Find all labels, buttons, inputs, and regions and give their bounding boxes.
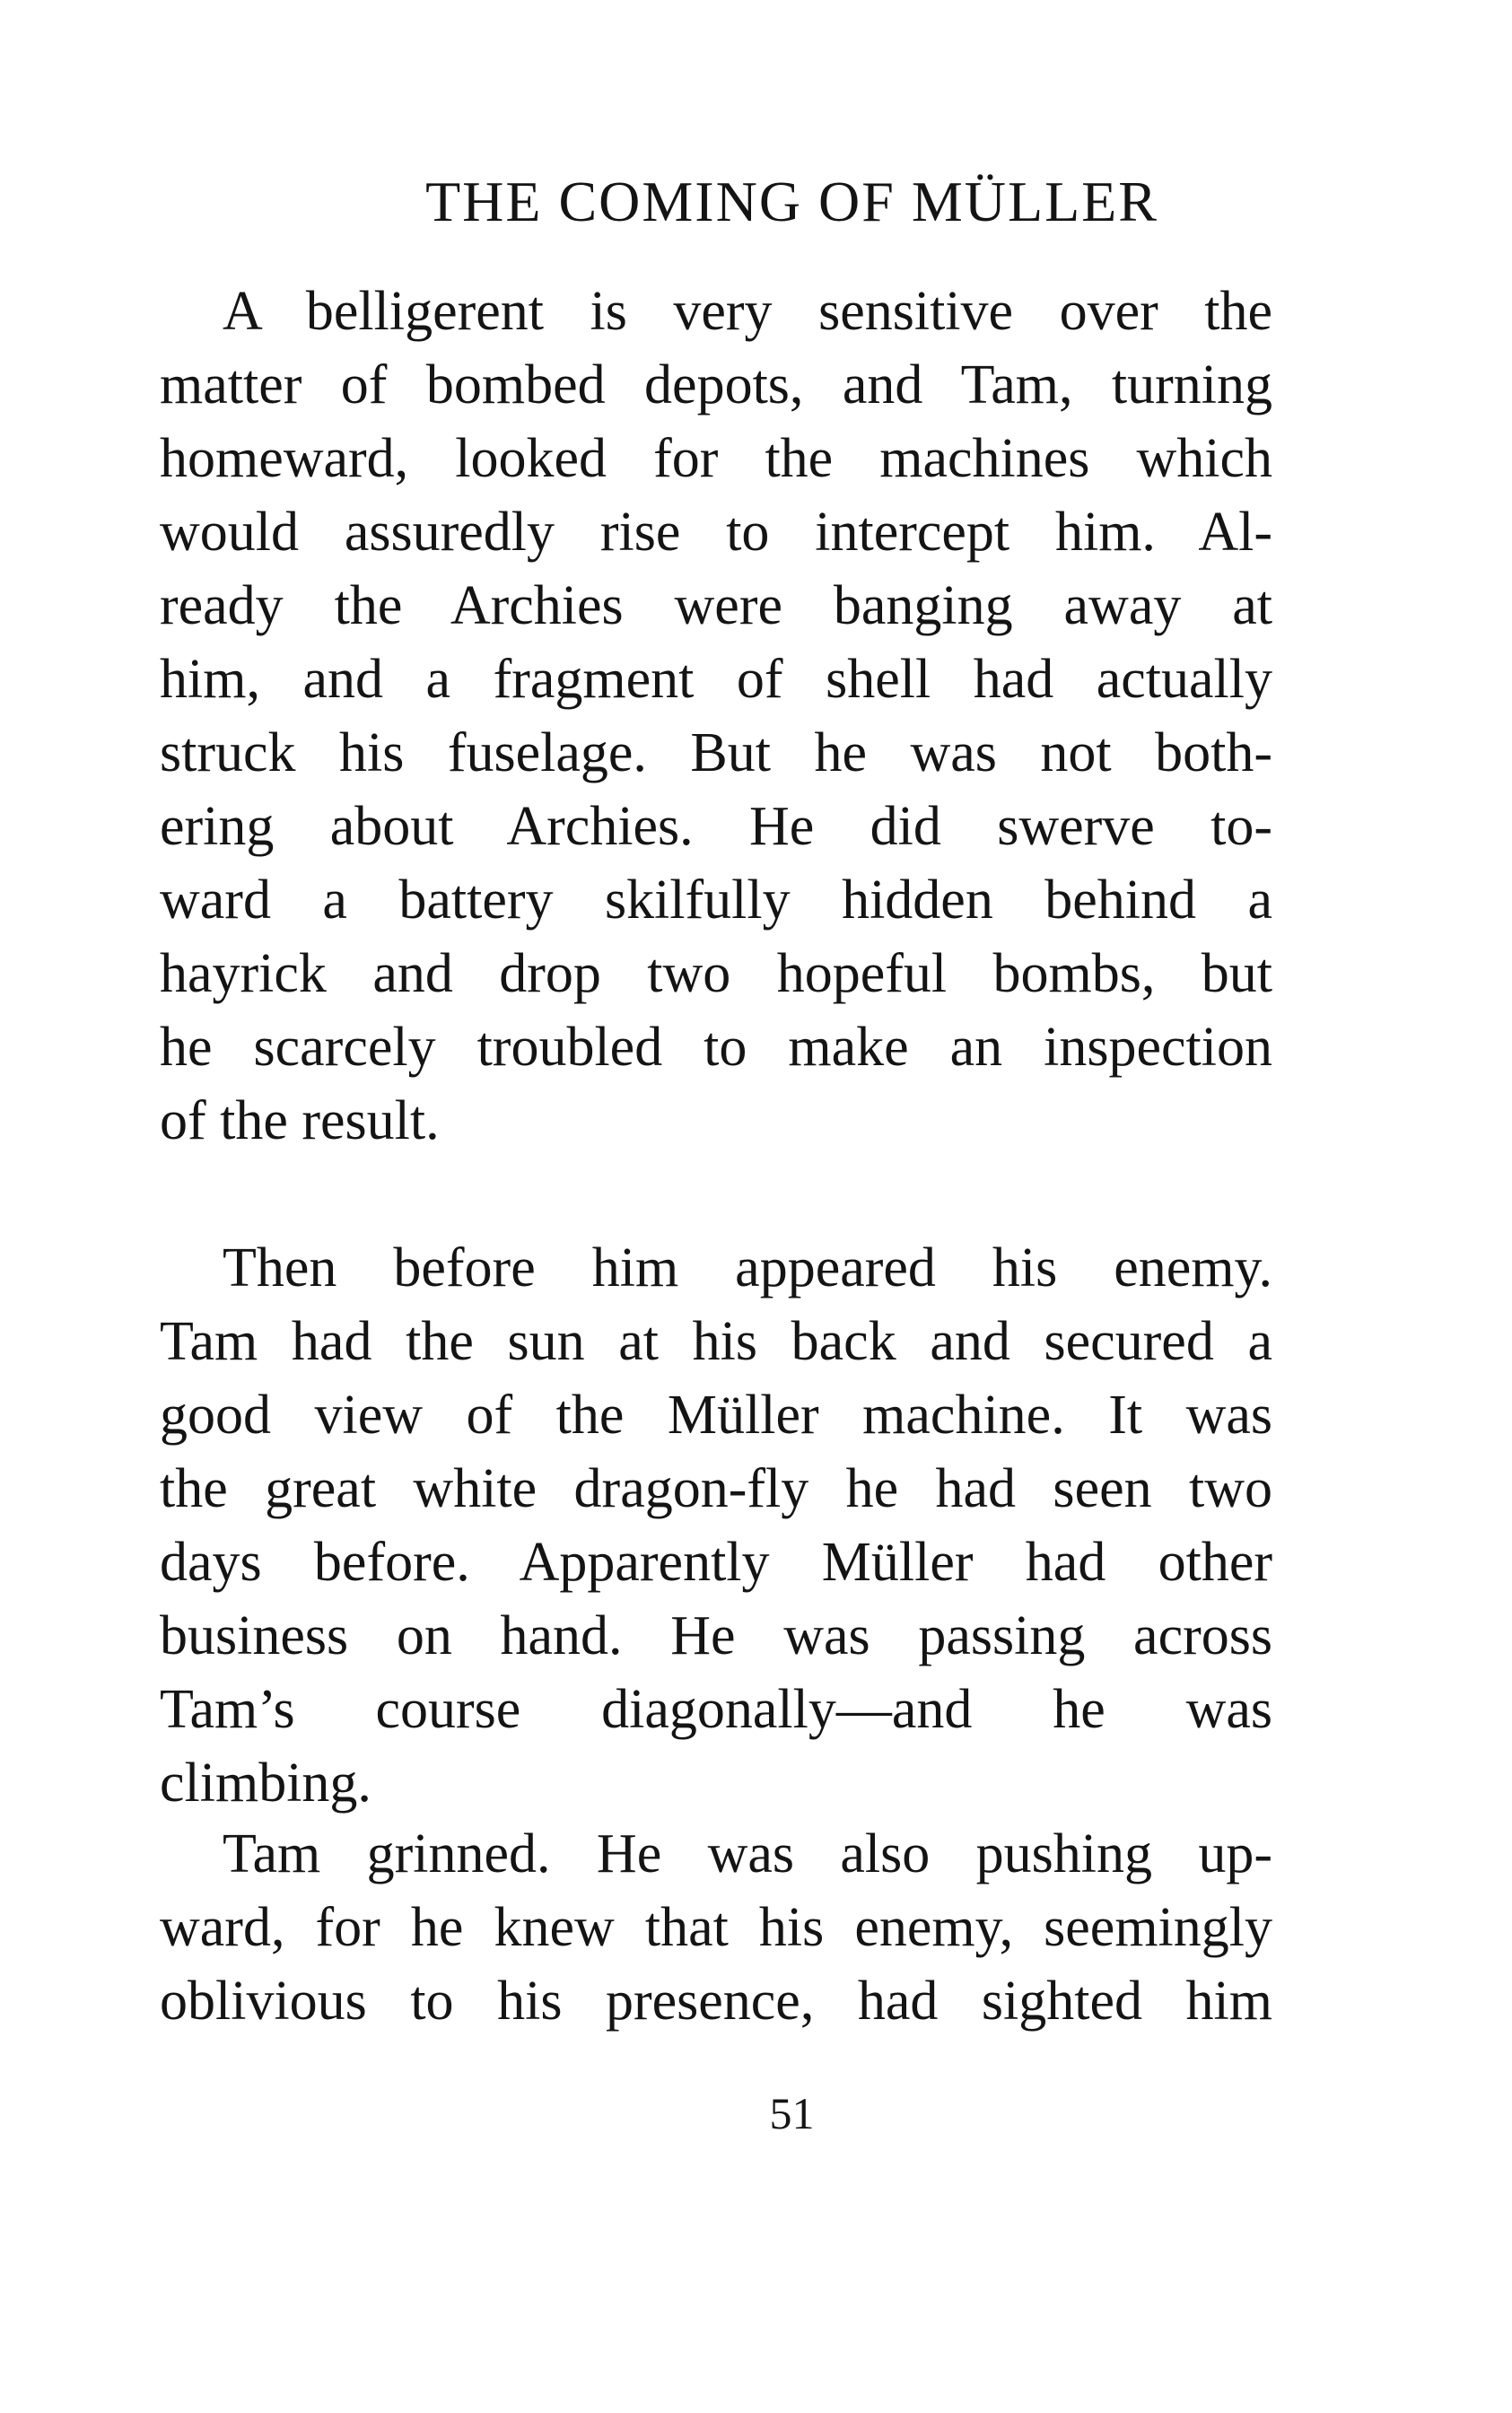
text-line: climbing. [160,1753,371,1814]
text-line: good view of the Müller machine. It was [160,1385,1272,1446]
text-line: struck his fuselage. But he was not both- [160,722,1272,783]
text-line: matter of bombed depots, and Tam, turning [160,354,1272,415]
text-line: him, and a fragment of shell had actually [160,649,1272,710]
text-line: of the result. [160,1090,440,1151]
text-line: A belligerent is very sensitive over the [223,281,1272,342]
text-line: Tam grinned. He was also pushing up- [223,1823,1272,1884]
text-line: business on hand. He was passing across [160,1605,1272,1666]
text-line: days before. Apparently Müller had other [160,1532,1272,1593]
text-line: would assuredly rise to intercept him. Al- [160,502,1272,563]
page-number: 51 [769,2088,815,2138]
text-line: oblivious to his presence, had sighted him [160,1971,1272,2032]
paragraph-2 [160,1231,1272,1820]
text-line: Then before him appeared his enemy. [223,1237,1272,1298]
text-line: he scarcely troubled to make an inspection [160,1017,1272,1078]
text-line: hayrick and drop two hopeful bombs, but [160,943,1272,1004]
running-title: THE COMING OF MÜLLER [425,170,1158,233]
paragraph-3 [160,1817,1272,2038]
text-line: homeward, looked for the machines which [160,428,1272,489]
text-line: ready the Archies were banging away at [160,575,1272,636]
paragraph-1 [160,275,1272,1158]
text-line: Tam had the sun at his back and secured a [160,1311,1272,1372]
text-line: ward a battery skilfully hidden behind a [160,870,1272,931]
text-line: ward, for he knew that his enemy, seemingly [160,1897,1272,1958]
text-line: Tam’s course diagonally—and he was [160,1679,1272,1740]
text-line: the great white dragon-fly he had seen two [160,1458,1272,1519]
text-line: ering about Archies. He did swerve to- [160,796,1272,857]
